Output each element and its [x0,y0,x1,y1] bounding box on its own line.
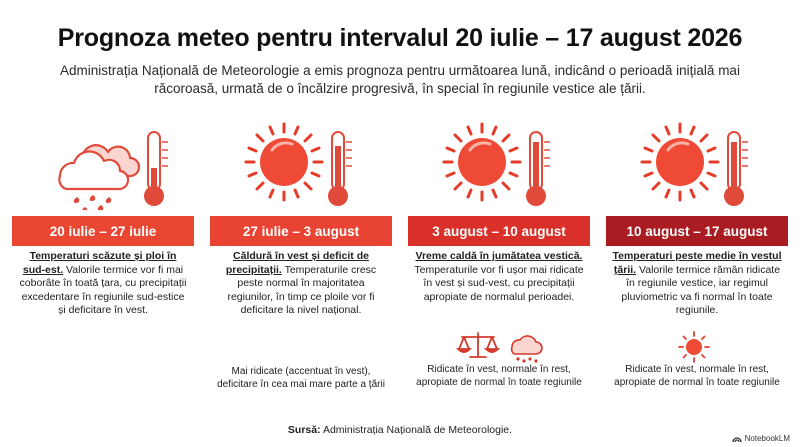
period-body: Valorile termice rămân ridicate în regiunile vestice, iar regimul pluviometric va fi normal în toate regiunile. [621,263,781,316]
sun-thermometer-icon [408,120,590,210]
period-headline: Temperaturi peste medie în vestul țării. [612,250,782,276]
page-subtitle: Administrația Națională de Meteorologie a emis prognoza pentru următoarea lună, indicând o perioadă inițială mai răcoroasă, urmată de o încălzire progresivă, în special în regiunile vestice ale țării. [60,63,740,96]
sun-thermometer-icon [606,120,788,210]
brand-watermark [732,434,790,443]
source-line [0,424,800,436]
source-text: Administrația Națională de Meteorologie. [322,424,513,436]
period-column-1 [12,120,194,410]
period-band: 3 august – 10 august [408,216,590,246]
period-note: Ridicate în vest, normale în rest, apropiate de normal în toate regiunile [416,364,582,388]
notebook-logo-icon [732,435,742,443]
brand-label: NotebookLM [744,434,790,443]
period-headline: Temperaturi scăzute și ploi în sud-est. [22,250,177,276]
period-headline: Vreme caldă în jumătatea vestică. [415,250,583,262]
period-description [414,250,584,304]
mini-sun-icon [606,325,788,365]
page-title: Prognoza meteo pentru intervalul 20 iulie – 17 august 2026 [57,24,743,52]
period-band: 27 iulie – 3 august [210,216,392,246]
period-column-3 [408,120,590,410]
period-description [18,250,188,318]
sun-thermometer-icon [210,120,392,210]
rain-cloud-thermometer-icon [12,120,194,210]
period-headline: Căldură în vest și deficit de precipitații. [225,250,369,276]
period-note: Mai ridicate (accentuat în vest), deficitare în cea mai mare parte a țării [217,366,385,390]
period-column-2 [210,120,392,410]
source-label: Sursă: [287,424,321,436]
period-band: 20 iulie – 27 iulie [12,216,194,246]
period-body: Temperaturile vor fi ușor mai ridicate în vest și sud-vest, cu precipitații apropiate de normalul perioadei. [414,263,584,303]
rain-cloud-icon [512,336,542,363]
period-column-4 [606,120,788,410]
balance-scale-icon [458,333,498,357]
period-body: Valorile termice vor fi mai coborâte în toată țara, cu precipitații excedentare în regiunile sud-estice și deficitare în vest. [19,263,187,316]
mini-icon-row [408,325,590,365]
period-body: Temperaturile cresc peste normal în majoritatea regiunilor, în timp ce ploile vor fi deficitare la nivel național. [227,263,377,316]
period-description [216,250,386,318]
period-note: Ridicate în vest, normale în rest, apropiate de normal în toate regiunile [614,364,780,388]
period-band: 10 august – 17 august [606,216,788,246]
period-description [612,250,782,318]
